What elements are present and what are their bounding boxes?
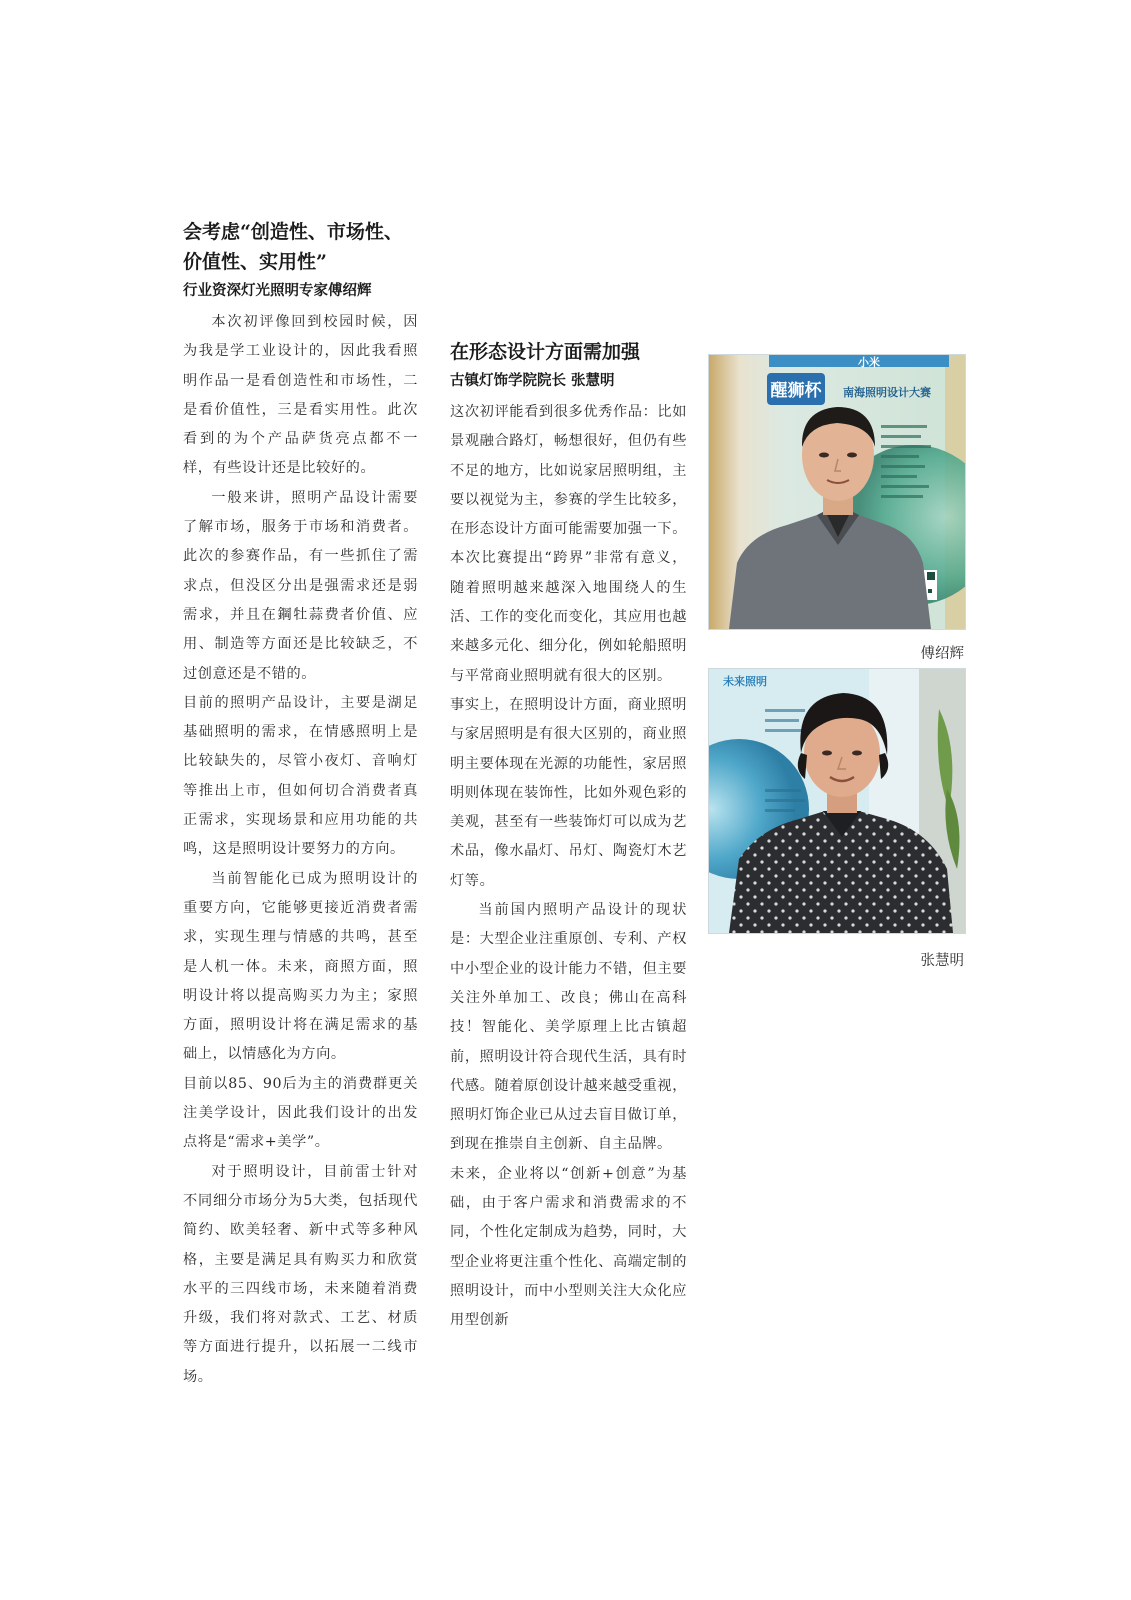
article2-paragraph: 当前国内照明产品设计的现状是：大型企业注重原创、专利、产权中小型企业的设计能力不错，但主要关注外单加工、改良；佛山在高科技！智能化、美学原理上比古镇超前，照明设计符合现代生活，具有时代感。随着原创设计越来越受重视，照明灯饰企业已从过去盲目做订单，到现在推崇自主创新、自主品牌。 [450,902,687,1153]
photo2-caption: 张慧明 [920,953,964,969]
article1-paragraph: 对于照明设计，目前雷士针对不同细分市场分为5大类，包括现代简约、欧美轻奢、新中式等多种风格，主要是满足具有购买力和欣赏水平的三四线市场，未来随着消费升级，我们将对款式、工艺、材质等方面进行提升，以拓展一二线市场。 [183,1163,418,1385]
portrait-photo-fu-shaohui [708,354,966,630]
article2-paragraph: 未来，企业将以“创新+创意”为基础，由于客户需求和消费需求的不同，个性化定制成为趋势，同时，大型企业将更注重个性化、高端定制的照明设计，而中小型则关注大众化应用型创新 [450,1165,687,1329]
poster-title: 醒狮杯 [770,381,822,401]
article1-paragraph: 一般来讲，照明产品设计需要了解市场，服务于市场和消费者。此次的参赛作品，有一些抓住了需求点，但没区分出是强需求还是弱需求，并且在鋼牡蒜费者价值、应用、制造等方面还是比较缺乏，不过创意还是不错的。 [183,489,418,682]
article2-headline: 在形态设计方面需加强 [450,341,641,363]
article1-headline-line1: 会考虑“创造性、市场性、 [183,221,403,243]
article1-headline-line2: 价值性、实用性” [183,251,327,273]
portrait-illustration [709,355,965,629]
article-fu-shaohui [183,217,418,1392]
article1-paragraph: 当前智能化已成为照明设计的重要方向，它能够更接近消费者需求，实现生理与情感的共鸣，甚至是人机一体。未来，商照方面，照明设计将以提高购买力为主；家照方面，照明设计将在满足需求的基础上，以情感化为方向。 [183,870,418,1063]
photo1-caption: 傅绍辉 [920,646,964,662]
article2-paragraph: 这次初评能看到很多优秀作品：比如景观融合路灯，畅想很好，但仍有些不足的地方，比如说家居照明组，主要以视觉为主，参赛的学生比较多，在形态设计方面可能需要加强一下。本次比赛提出“跨界”非常有意义，随着照明越来越深入地围绕人的生活、工作的变化而变化，其应用也越来越多元化、细分化，例如轮船照明与平常商业照明就有很大的区别。 [450,404,687,684]
article1-paragraph: 目前以85、90后为主的消费群更关注美学设计，因此我们设计的出发点将是“需求+美学”。 [183,1075,418,1151]
poster-label: 未来照明 [723,675,767,688]
article1-byline: 行业资深灯光照明专家傅绍辉 [183,282,372,299]
poster-subtitle: 南海照明设计大赛 [843,386,931,399]
portrait-photo-zhang-huiming [708,668,966,934]
portrait-illustration [709,669,965,933]
article1-paragraph: 目前的照明产品设计，主要是湖足基础照明的需求，在情感照明上是比较缺失的，尽管小夜灯、音响灯等推出上市，但如何切合消费者真正需求，实现场景和应用功能的共鸣，这是照明设计要努力的方向。 [183,694,418,858]
poster-top-text: 小米 [858,356,880,369]
article-zhang-huiming [450,337,687,1336]
article2-byline: 古镇灯饰学院院长 张慧明 [450,372,615,389]
article1-paragraph: 本次初评像回到校园时候，因为我是学工业设计的，因此我看照明作品一是看创造性和市场性，二是看价值性，三是看实用性。此次看到的为个产品萨货亮点都不一样，有些设计还是比较好的。 [183,314,418,477]
article2-paragraph: 事实上，在照明设计方面，商业照明与家居照明是有很大区别的，商业照明主要体现在光源的功能性，家居照明则体现在装饰性，比如外观色彩的美观，甚至有一些装饰灯可以成为艺术品，像水晶灯、吊灯、陶瓷灯木艺灯等。 [450,696,687,889]
